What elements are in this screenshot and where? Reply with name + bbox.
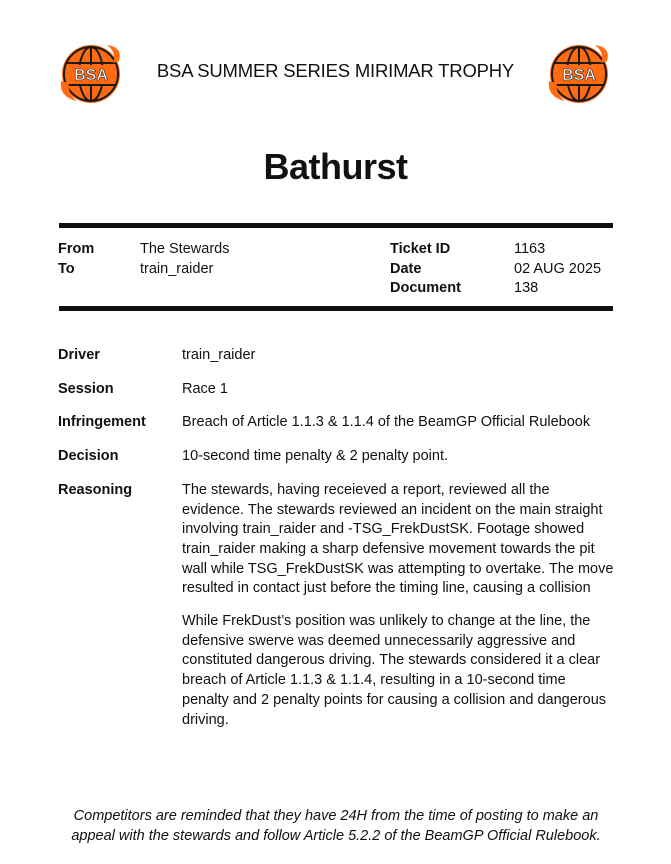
meta-left — [58, 240, 358, 279]
decision-label: Decision — [58, 448, 119, 465]
to-label: To — [58, 260, 75, 277]
session-value: Race 1 — [182, 380, 228, 397]
session-label: Session — [58, 380, 114, 397]
divider — [59, 223, 613, 228]
bsa-logo — [545, 41, 613, 105]
divider — [59, 306, 613, 311]
appeal-notice: Competitors are reminded that they have 24H from the time of posting to make an appeal with the stewards and follow Article 5.2.2 of the BeamGP Official Rulebook. — [71, 808, 601, 844]
document-value: 138 — [514, 280, 539, 296]
date-value: 02 AUG 2025 — [514, 260, 602, 277]
from-label: From — [58, 241, 95, 257]
driver-label: Driver — [58, 347, 100, 363]
document-label: Document — [390, 280, 461, 296]
reasoning-label: Reasoning — [58, 481, 133, 498]
logo-text: BSA — [74, 67, 108, 84]
from-value: The Stewards — [140, 241, 230, 257]
reasoning-value — [182, 481, 614, 743]
logo-text: BSA — [562, 67, 596, 84]
venue-title: Bathurst — [263, 146, 408, 187]
to-value: train_raider — [140, 260, 214, 277]
series-title: BSA SUMMER SERIES MIRIMAR TROPHY — [156, 60, 515, 81]
decision-details — [58, 346, 614, 757]
reasoning-row — [58, 481, 614, 743]
ticket-id-value: 1163 — [514, 241, 546, 257]
session-row — [58, 380, 614, 400]
infringement-label: Infringement — [58, 414, 146, 431]
decision-value: 10-second time penalty & 2 penalty point. — [182, 448, 448, 465]
infringement-row — [58, 413, 614, 433]
ticket-id-label: Ticket ID — [390, 241, 451, 257]
date-label: Date — [390, 260, 422, 277]
driver-row — [58, 346, 614, 366]
driver-value: train_raider — [182, 347, 256, 363]
infringement-value: Breach of Article 1.1.3 & 1.1.4 of the BeamGP Official Rulebook — [182, 414, 591, 431]
reasoning-paragraph: While FrekDust’s position was unlikely to change at the line, the defensive swerve was deemed unnecessarily aggressive and constituted dangerous driving. The stewards considered it a clear breach of Article 1.1.3 & 1.1.4, resulting in a 10-second time penalty and 2 penalty points for causing a collision and dangerous driving. — [182, 613, 607, 728]
reasoning-paragraph: The stewards, having receieved a report, reviewed all the evidence. The stewards reviewed an incident on the main straight involving train_raider and -TSG_FrekDustSK. Footage showed train_raider making a sharp defensive movement towards the pit wall while TSG_FrekDustSK was attempting to overtake. The move resulted in contact just before the timing line, causing a collision — [182, 481, 614, 597]
decision-row — [58, 447, 614, 467]
meta-right — [390, 240, 612, 299]
